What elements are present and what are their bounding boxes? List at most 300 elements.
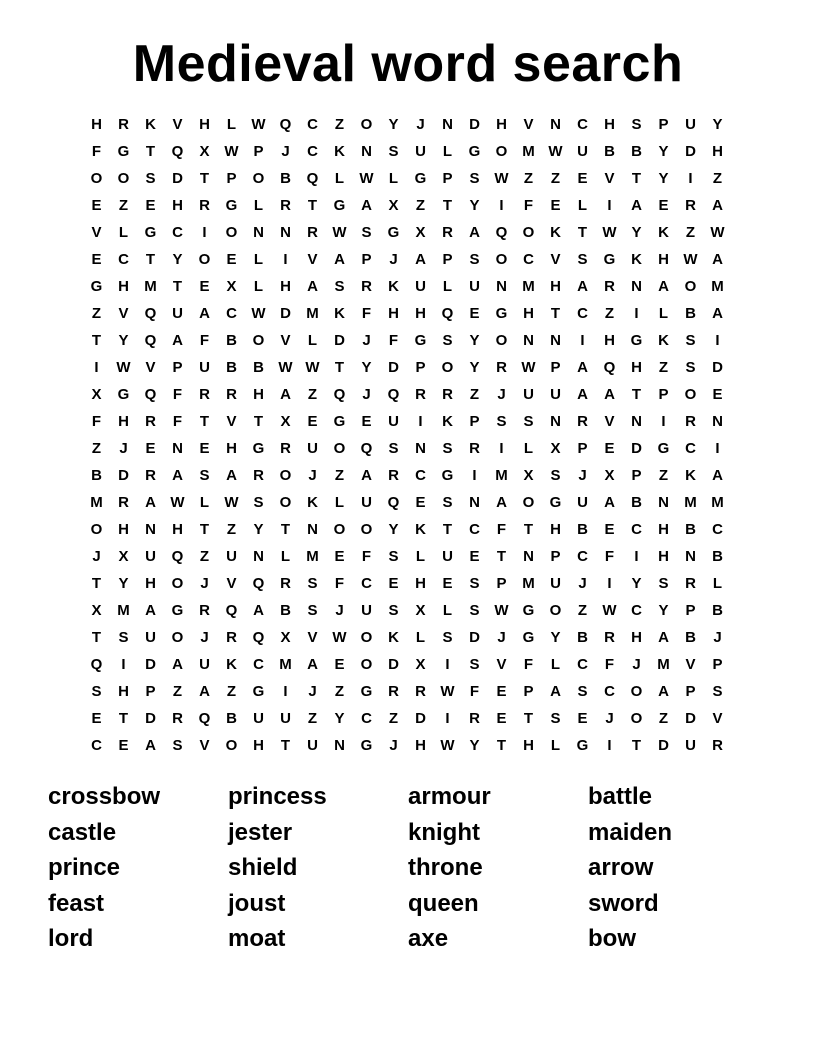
grid-cell: B — [685, 629, 696, 646]
grid-cell: U — [145, 548, 156, 565]
grid-cell: W — [116, 359, 131, 376]
grid-cell: P — [253, 143, 264, 160]
grid-cell: K — [631, 251, 642, 268]
grid-cell: P — [577, 440, 588, 457]
grid-cell: G — [468, 143, 481, 160]
grid-cell: E — [361, 413, 372, 430]
grid-cell: R — [442, 386, 453, 403]
grid-cell: T — [118, 710, 129, 727]
grid-cell: D — [415, 710, 426, 727]
grid-cell: Y — [469, 737, 480, 754]
grid-cell: X — [550, 440, 561, 457]
grid-cell: O — [90, 170, 103, 187]
grid-cell: R — [415, 683, 426, 700]
grid-cell: M — [711, 494, 724, 511]
grid-cell: W — [359, 170, 374, 187]
grid-cell: A — [658, 683, 669, 700]
grid-cell: N — [496, 278, 507, 295]
grid-cell: P — [172, 359, 183, 376]
grid-cell: I — [715, 332, 720, 349]
grid-cell: G — [576, 737, 589, 754]
grid-cell: C — [523, 251, 534, 268]
grid-cell: S — [442, 332, 453, 349]
grid-cell: U — [523, 386, 534, 403]
grid-cell: Q — [171, 143, 184, 160]
grid-cell: J — [497, 386, 506, 403]
grid-cell: I — [580, 332, 585, 349]
grid-cell: U — [469, 278, 480, 295]
grid-cell: W — [602, 602, 617, 619]
grid-cell: B — [604, 143, 615, 160]
grid-cell: Y — [118, 575, 129, 592]
grid-cell: R — [685, 575, 696, 592]
grid-cell: V — [307, 629, 318, 646]
grid-cell: U — [172, 305, 183, 322]
word-item: armour — [408, 783, 491, 810]
grid-cell: I — [607, 737, 612, 754]
grid-cell: T — [145, 251, 156, 268]
grid-cell: E — [199, 278, 210, 295]
grid-cell: Q — [495, 224, 508, 241]
grid-cell: E — [118, 737, 129, 754]
grid-cell: O — [279, 494, 292, 511]
grid-cell: Z — [172, 683, 183, 700]
grid-cell: C — [577, 656, 588, 673]
grid-cell: F — [604, 656, 615, 673]
grid-cell: N — [550, 332, 561, 349]
grid-cell: K — [658, 224, 669, 241]
grid-cell: C — [469, 521, 480, 538]
grid-cell: A — [199, 305, 210, 322]
grid-cell: O — [549, 602, 562, 619]
grid-cell: I — [121, 656, 126, 673]
grid-cell: P — [550, 548, 561, 565]
grid-cell: J — [578, 467, 587, 484]
grid-cell: D — [280, 305, 291, 322]
grid-cell: X — [388, 197, 399, 214]
grid-cell: V — [91, 224, 102, 241]
grid-cell: Y — [361, 359, 372, 376]
grid-cell: Q — [252, 629, 265, 646]
grid-cell: F — [523, 197, 534, 214]
grid-cell: W — [494, 602, 509, 619]
grid-cell: L — [550, 737, 561, 754]
grid-cell: O — [360, 521, 373, 538]
grid-cell: Y — [469, 332, 480, 349]
grid-cell: E — [604, 440, 615, 457]
grid-row — [83, 219, 731, 246]
grid-cell: O — [252, 170, 265, 187]
grid-cell: A — [712, 305, 723, 322]
grid-cell: H — [253, 386, 264, 403]
grid-cell: F — [172, 413, 183, 430]
grid-cell: U — [280, 710, 291, 727]
grid-cell: T — [442, 197, 453, 214]
word-item: crossbow — [48, 783, 161, 810]
grid-cell: N — [658, 494, 669, 511]
grid-cell: H — [604, 332, 615, 349]
grid-cell: X — [118, 548, 129, 565]
grid-cell: S — [550, 467, 561, 484]
grid-cell: M — [306, 305, 319, 322]
grid-cell: L — [550, 656, 561, 673]
grid-cell: A — [145, 737, 156, 754]
grid-cell: S — [442, 494, 453, 511]
grid-cell: T — [91, 575, 102, 592]
grid-cell: D — [388, 359, 399, 376]
grid-cell: F — [496, 521, 507, 538]
grid-cell: E — [469, 305, 480, 322]
grid-cell: F — [91, 143, 102, 160]
grid-cell: H — [712, 143, 723, 160]
grid-cell: E — [226, 251, 237, 268]
grid-cell: Q — [144, 305, 157, 322]
grid-cell: E — [91, 197, 102, 214]
grid-row — [83, 462, 731, 489]
grid-cell: W — [251, 116, 266, 133]
grid-cell: Z — [334, 683, 345, 700]
grid-cell: U — [577, 494, 588, 511]
grid-cell: K — [388, 629, 399, 646]
grid-cell: G — [603, 251, 616, 268]
word-item: maiden — [588, 818, 673, 846]
grid-cell: S — [388, 440, 399, 457]
grid-cell: B — [253, 359, 264, 376]
grid-cell: O — [333, 521, 346, 538]
grid-cell: I — [634, 548, 639, 565]
grid-cell: A — [145, 494, 156, 511]
grid-cell: H — [523, 305, 534, 322]
grid-cell: X — [199, 143, 210, 160]
grid-cell: G — [252, 683, 265, 700]
grid-cell: T — [523, 710, 534, 727]
grid-cell: Q — [360, 440, 373, 457]
grid-cell: U — [199, 359, 210, 376]
grid-cell: L — [415, 629, 426, 646]
grid-cell: P — [631, 467, 642, 484]
grid-cell: O — [171, 575, 184, 592]
grid-cell: F — [604, 548, 615, 565]
grid-cell: B — [685, 521, 696, 538]
grid-cell: Q — [144, 332, 157, 349]
grid-cell: N — [523, 548, 534, 565]
grid-cell: Q — [387, 386, 400, 403]
word-item: castle — [48, 818, 117, 846]
grid-cell: K — [550, 224, 561, 241]
grid-cell: N — [280, 224, 291, 241]
grid-cell: R — [685, 197, 696, 214]
grid-cell: P — [550, 359, 561, 376]
grid-cell: R — [280, 575, 291, 592]
grid-cell: R — [226, 386, 237, 403]
grid-cell: L — [253, 197, 264, 214]
grid-cell: E — [307, 413, 318, 430]
grid-cell: U — [361, 602, 372, 619]
grid-cell: H — [550, 278, 561, 295]
grid-cell: R — [253, 467, 264, 484]
grid-cell: K — [658, 332, 669, 349]
grid-cell: V — [550, 251, 561, 268]
grid-cell: N — [172, 440, 183, 457]
grid-cell: I — [283, 251, 288, 268]
grid-cell: C — [631, 521, 642, 538]
grid-cell: U — [307, 737, 318, 754]
grid-cell: A — [172, 656, 183, 673]
grid-cell: H — [415, 575, 426, 592]
word-item: bow — [588, 925, 636, 952]
grid-cell: Q — [225, 602, 238, 619]
grid-cell: N — [415, 440, 426, 457]
grid-cell: J — [497, 629, 506, 646]
grid-cell: F — [172, 386, 183, 403]
grid-cell: N — [145, 521, 156, 538]
grid-cell: D — [334, 332, 345, 349]
grid-cell: P — [145, 683, 156, 700]
grid-row — [83, 111, 731, 138]
grid-cell: O — [198, 251, 211, 268]
grid-cell: L — [577, 197, 588, 214]
grid-cell: O — [171, 629, 184, 646]
grid-cell: K — [307, 494, 318, 511]
grid-cell: Q — [441, 305, 454, 322]
grid-cell: C — [172, 224, 183, 241]
grid-cell: F — [91, 413, 102, 430]
grid-cell: O — [360, 116, 373, 133]
grid-cell: P — [658, 386, 669, 403]
grid-cell: S — [712, 683, 723, 700]
grid-cell: S — [469, 602, 480, 619]
grid-row — [83, 300, 731, 327]
grid-cell: E — [91, 710, 102, 727]
grid-cell: K — [388, 278, 399, 295]
grid-cell: O — [441, 359, 454, 376]
grid-cell: Z — [658, 467, 669, 484]
grid-cell: I — [607, 197, 612, 214]
grid-cell: P — [685, 602, 696, 619]
grid-cell: U — [550, 386, 561, 403]
word-item: moat — [228, 925, 286, 952]
grid-cell: L — [442, 278, 453, 295]
grid-cell: A — [658, 278, 669, 295]
grid-cell: R — [469, 440, 480, 457]
grid-cell: E — [658, 197, 669, 214]
grid-cell: Z — [577, 602, 588, 619]
grid-cell: A — [199, 683, 210, 700]
grid-cell: V — [604, 413, 615, 430]
grid-cell: D — [685, 143, 696, 160]
grid-cell: B — [280, 170, 291, 187]
grid-cell: P — [523, 683, 534, 700]
grid-cell: Q — [198, 710, 211, 727]
grid-cell: A — [577, 359, 588, 376]
grid-cell: G — [333, 413, 346, 430]
grid-cell: Y — [631, 224, 642, 241]
grid-cell: S — [685, 332, 696, 349]
grid-cell: H — [415, 305, 426, 322]
grid-cell: A — [577, 386, 588, 403]
grid-cell: K — [334, 143, 345, 160]
grid-cell: G — [171, 602, 184, 619]
grid-cell: C — [253, 656, 264, 673]
grid-cell: F — [523, 656, 534, 673]
word-item: shield — [228, 854, 298, 881]
grid-cell: I — [472, 467, 477, 484]
grid-cell: E — [577, 710, 588, 727]
grid-cell: P — [442, 170, 453, 187]
grid-cell: R — [415, 386, 426, 403]
grid-cell: D — [388, 656, 399, 673]
grid-cell: N — [442, 116, 453, 133]
grid-cell: L — [226, 116, 237, 133]
grid-row — [83, 678, 731, 705]
grid-cell: G — [630, 332, 643, 349]
grid-cell: H — [658, 548, 669, 565]
grid-cell: A — [415, 251, 426, 268]
grid-cell: R — [118, 116, 129, 133]
grid-cell: Z — [307, 710, 318, 727]
grid-cell: U — [685, 737, 696, 754]
grid-cell: U — [388, 413, 399, 430]
grid-cell: Z — [226, 683, 237, 700]
grid-cell: O — [495, 143, 508, 160]
grid-cell: E — [442, 575, 453, 592]
grid-cell: A — [658, 629, 669, 646]
grid-cell: J — [308, 467, 317, 484]
grid-cell: S — [388, 143, 399, 160]
grid-cell: D — [145, 710, 156, 727]
grid-cell: U — [361, 494, 372, 511]
grid-cell: A — [145, 602, 156, 619]
grid-cell: Z — [226, 521, 237, 538]
grid-cell: V — [523, 116, 534, 133]
grid-cell: S — [631, 116, 642, 133]
grid-cell: J — [308, 683, 317, 700]
grid-cell: X — [415, 656, 426, 673]
grid-cell: O — [360, 656, 373, 673]
grid-cell: S — [307, 575, 318, 592]
grid-cell: M — [306, 548, 319, 565]
grid-cell: C — [361, 710, 372, 727]
grid-row — [83, 273, 731, 300]
grid-cell: P — [442, 251, 453, 268]
grid-cell: W — [602, 224, 617, 241]
grid-row — [83, 705, 731, 732]
grid-cell: Q — [306, 170, 319, 187]
grid-cell: N — [307, 521, 318, 538]
grid-cell: B — [577, 629, 588, 646]
grid-cell: H — [172, 197, 183, 214]
grid-cell: G — [117, 386, 130, 403]
grid-cell: V — [145, 359, 156, 376]
grid-cell: K — [226, 656, 237, 673]
grid-cell: V — [604, 170, 615, 187]
grid-cell: T — [496, 737, 507, 754]
grid-cell: S — [469, 170, 480, 187]
grid-cell: S — [469, 251, 480, 268]
grid-cell: A — [604, 494, 615, 511]
grid-cell: B — [712, 548, 723, 565]
grid-cell: A — [226, 467, 237, 484]
grid-cell: X — [91, 602, 102, 619]
grid-cell: S — [577, 683, 588, 700]
grid-cell: N — [631, 413, 642, 430]
grid-cell: T — [253, 413, 264, 430]
grid-cell: Y — [658, 170, 669, 187]
grid-cell: U — [253, 710, 264, 727]
grid-cell: I — [688, 170, 693, 187]
grid-cell: G — [360, 737, 373, 754]
grid-cell: H — [118, 278, 129, 295]
grid-cell: H — [550, 521, 561, 538]
letter-grid — [83, 111, 731, 759]
grid-cell: V — [226, 413, 237, 430]
grid-cell: D — [145, 656, 156, 673]
grid-cell: F — [361, 548, 372, 565]
grid-cell: J — [389, 251, 398, 268]
grid-cell: P — [658, 116, 669, 133]
grid-cell: A — [280, 386, 291, 403]
grid-cell: F — [199, 332, 210, 349]
grid-cell: J — [713, 629, 722, 646]
grid-cell: R — [442, 224, 453, 241]
grid-cell: Z — [91, 305, 102, 322]
grid-cell: E — [199, 440, 210, 457]
grid-cell: O — [333, 440, 346, 457]
grid-cell: E — [145, 197, 156, 214]
grid-cell: H — [253, 737, 264, 754]
grid-cell: H — [658, 251, 669, 268]
grid-cell: O — [522, 494, 535, 511]
grid-cell: D — [118, 467, 129, 484]
grid-cell: C — [415, 467, 426, 484]
grid-cell: E — [388, 575, 399, 592]
grid-cell: D — [172, 170, 183, 187]
grid-cell: V — [685, 656, 696, 673]
grid-cell: A — [307, 656, 318, 673]
grid-cell: H — [145, 575, 156, 592]
grid-cell: T — [199, 521, 210, 538]
grid-cell: M — [522, 575, 535, 592]
grid-cell: Q — [603, 359, 616, 376]
grid-cell: A — [550, 683, 561, 700]
grid-cell: B — [631, 494, 642, 511]
grid-cell: M — [495, 467, 508, 484]
grid-cell: W — [683, 251, 698, 268]
grid-cell: J — [416, 116, 425, 133]
grid-cell: R — [577, 413, 588, 430]
grid-cell: Y — [712, 116, 723, 133]
grid-row — [83, 165, 731, 192]
grid-cell: V — [118, 305, 129, 322]
grid-cell: R — [145, 467, 156, 484]
grid-cell: T — [631, 386, 642, 403]
grid-cell: Y — [469, 359, 480, 376]
grid-cell: U — [199, 656, 210, 673]
grid-row — [83, 435, 731, 462]
grid-cell: Y — [118, 332, 129, 349]
grid-cell: P — [496, 575, 507, 592]
grid-cell: D — [631, 440, 642, 457]
grid-cell: C — [577, 305, 588, 322]
grid-cell: H — [118, 521, 129, 538]
grid-cell: A — [334, 251, 345, 268]
grid-cell: S — [307, 602, 318, 619]
grid-cell: G — [252, 440, 265, 457]
grid-cell: O — [630, 683, 643, 700]
word-item: feast — [48, 889, 105, 917]
grid-cell: D — [712, 359, 723, 376]
grid-cell: O — [495, 251, 508, 268]
